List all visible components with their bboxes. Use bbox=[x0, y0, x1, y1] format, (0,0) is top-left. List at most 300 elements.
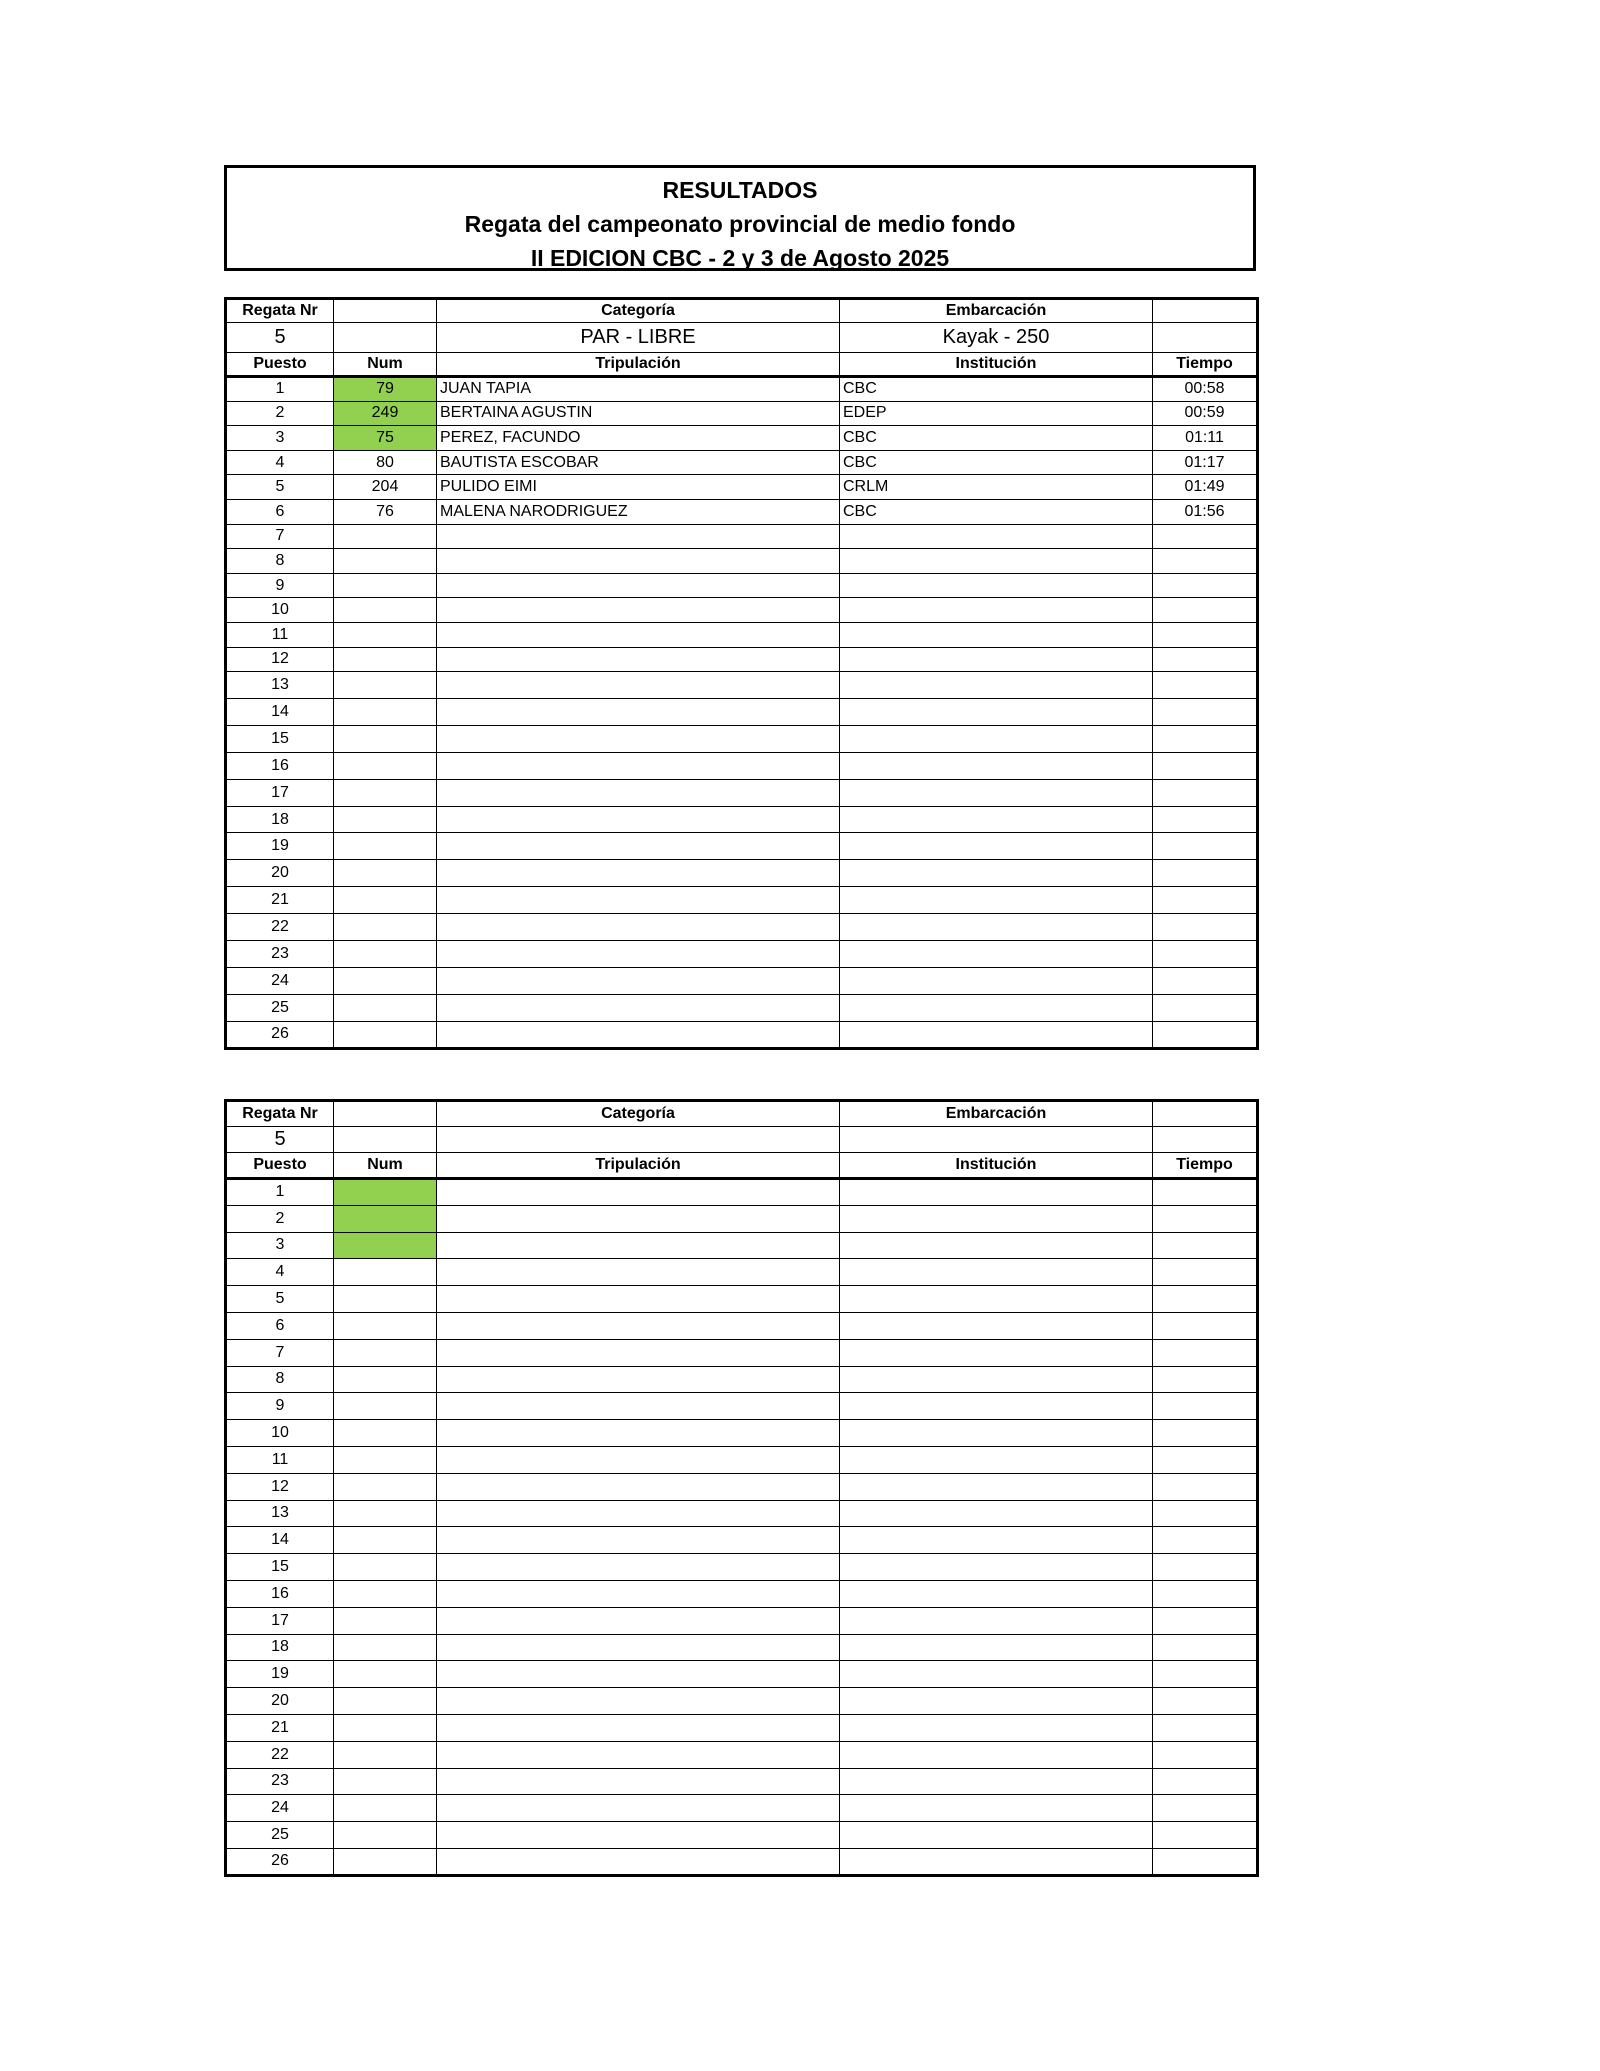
puesto-cell: 7 bbox=[226, 1339, 334, 1366]
puesto-cell: 21 bbox=[226, 1714, 334, 1741]
categoria-label: Categoría bbox=[437, 299, 840, 323]
num-cell bbox=[334, 1607, 437, 1634]
puesto-cell: 25 bbox=[226, 1822, 334, 1849]
num-cell bbox=[334, 860, 437, 887]
puesto-cell: 18 bbox=[226, 1634, 334, 1661]
institucion-cell bbox=[840, 1607, 1153, 1634]
header-blank-cell bbox=[1153, 299, 1258, 323]
table-row bbox=[226, 1205, 1258, 1232]
header-blank-cell bbox=[334, 1101, 437, 1127]
table-row bbox=[226, 1634, 1258, 1661]
tiempo-column-header: Tiempo bbox=[1153, 1153, 1258, 1179]
institucion-cell bbox=[840, 1286, 1153, 1313]
table-row bbox=[226, 1420, 1258, 1447]
institucion-cell bbox=[840, 699, 1153, 726]
table-row bbox=[226, 1741, 1258, 1768]
tiempo-cell bbox=[1153, 549, 1258, 574]
table-row bbox=[226, 806, 1258, 833]
institucion-cell: CRLM bbox=[840, 475, 1153, 500]
puesto-cell: 22 bbox=[226, 914, 334, 941]
table-row bbox=[226, 1446, 1258, 1473]
tripulacion-cell bbox=[437, 1021, 840, 1048]
tiempo-cell bbox=[1153, 941, 1258, 968]
puesto-cell: 19 bbox=[226, 1661, 334, 1688]
puesto-cell: 21 bbox=[226, 887, 334, 914]
tripulacion-cell bbox=[437, 1554, 840, 1581]
tiempo-cell bbox=[1153, 914, 1258, 941]
puesto-cell: 13 bbox=[226, 672, 334, 699]
puesto-cell: 10 bbox=[226, 598, 334, 623]
tiempo-cell: 01:49 bbox=[1153, 475, 1258, 500]
tiempo-cell bbox=[1153, 647, 1258, 672]
num-cell bbox=[334, 725, 437, 752]
categoria-value: PAR - LIBRE bbox=[437, 323, 840, 353]
puesto-cell: 4 bbox=[226, 1259, 334, 1286]
table-row bbox=[226, 1795, 1258, 1822]
tiempo-cell bbox=[1153, 672, 1258, 699]
puesto-column-header: Puesto bbox=[226, 1153, 334, 1179]
tripulacion-cell bbox=[437, 1795, 840, 1822]
tripulacion-cell bbox=[437, 1661, 840, 1688]
num-cell bbox=[334, 1527, 437, 1554]
table-row bbox=[226, 598, 1258, 623]
tripulacion-cell bbox=[437, 598, 840, 623]
institucion-cell bbox=[840, 1393, 1153, 1420]
institucion-cell bbox=[840, 549, 1153, 574]
institucion-cell bbox=[840, 779, 1153, 806]
institucion-cell bbox=[840, 1420, 1153, 1447]
puesto-cell: 6 bbox=[226, 499, 334, 524]
institucion-cell bbox=[840, 1795, 1153, 1822]
num-column-header: Num bbox=[334, 1153, 437, 1179]
tripulacion-cell bbox=[437, 833, 840, 860]
institucion-cell: CBC bbox=[840, 377, 1153, 402]
institucion-cell bbox=[840, 914, 1153, 941]
tripulacion-cell bbox=[437, 1259, 840, 1286]
tripulacion-cell: BAUTISTA ESCOBAR bbox=[437, 450, 840, 475]
table-row bbox=[226, 1554, 1258, 1581]
institucion-cell bbox=[840, 1848, 1153, 1875]
tiempo-cell bbox=[1153, 779, 1258, 806]
tiempo-cell: 01:56 bbox=[1153, 499, 1258, 524]
tripulacion-cell bbox=[437, 1848, 840, 1875]
tiempo-cell bbox=[1153, 1527, 1258, 1554]
tripulacion-cell bbox=[437, 1822, 840, 1849]
tiempo-column-header: Tiempo bbox=[1153, 353, 1258, 377]
institucion-cell bbox=[840, 1661, 1153, 1688]
tiempo-cell bbox=[1153, 1714, 1258, 1741]
table-row bbox=[226, 1714, 1258, 1741]
puesto-cell: 2 bbox=[226, 401, 334, 426]
num-cell: 79 bbox=[334, 377, 437, 402]
table-row bbox=[226, 1580, 1258, 1607]
tiempo-cell bbox=[1153, 1500, 1258, 1527]
institucion-cell bbox=[840, 1768, 1153, 1795]
table-row bbox=[226, 1500, 1258, 1527]
num-cell bbox=[334, 967, 437, 994]
tripulacion-column-header: Tripulación bbox=[437, 353, 840, 377]
institucion-cell bbox=[840, 1312, 1153, 1339]
tripulacion-cell bbox=[437, 994, 840, 1021]
num-cell bbox=[334, 1205, 437, 1232]
value-blank-cell bbox=[334, 323, 437, 353]
tiempo-cell bbox=[1153, 1179, 1258, 1206]
puesto-cell: 12 bbox=[226, 647, 334, 672]
tripulacion-column-header: Tripulación bbox=[437, 1153, 840, 1179]
regata-nr-value: 5 bbox=[226, 323, 334, 353]
institucion-cell bbox=[840, 725, 1153, 752]
institucion-cell: CBC bbox=[840, 499, 1153, 524]
num-cell: 249 bbox=[334, 401, 437, 426]
institucion-column-header: Institución bbox=[840, 353, 1153, 377]
tripulacion-cell bbox=[437, 1634, 840, 1661]
tripulacion-cell bbox=[437, 1607, 840, 1634]
tiempo-cell bbox=[1153, 1205, 1258, 1232]
tiempo-cell bbox=[1153, 1312, 1258, 1339]
tripulacion-cell bbox=[437, 887, 840, 914]
puesto-cell: 16 bbox=[226, 752, 334, 779]
table-row bbox=[226, 1179, 1258, 1206]
embarcacion-value bbox=[840, 1127, 1153, 1153]
tripulacion-cell bbox=[437, 573, 840, 598]
tiempo-cell bbox=[1153, 860, 1258, 887]
tripulacion-cell bbox=[437, 967, 840, 994]
table-row bbox=[226, 647, 1258, 672]
puesto-cell: 25 bbox=[226, 994, 334, 1021]
num-cell bbox=[334, 1822, 437, 1849]
tiempo-cell: 00:59 bbox=[1153, 401, 1258, 426]
table-row bbox=[226, 833, 1258, 860]
institucion-cell bbox=[840, 573, 1153, 598]
num-cell bbox=[334, 1366, 437, 1393]
puesto-cell: 7 bbox=[226, 524, 334, 549]
table-row bbox=[226, 752, 1258, 779]
value-blank-cell bbox=[334, 1127, 437, 1153]
tripulacion-cell bbox=[437, 1366, 840, 1393]
categoria-value bbox=[437, 1127, 840, 1153]
tiempo-cell bbox=[1153, 1420, 1258, 1447]
puesto-cell: 8 bbox=[226, 549, 334, 574]
institucion-cell bbox=[840, 1205, 1153, 1232]
table-row bbox=[226, 377, 1258, 402]
tripulacion-cell bbox=[437, 1768, 840, 1795]
tripulacion-cell bbox=[437, 941, 840, 968]
num-cell bbox=[334, 1580, 437, 1607]
tripulacion-cell bbox=[437, 1286, 840, 1313]
puesto-cell: 26 bbox=[226, 1848, 334, 1875]
num-cell bbox=[334, 1473, 437, 1500]
puesto-cell: 3 bbox=[226, 1232, 334, 1259]
table-row bbox=[226, 779, 1258, 806]
tiempo-cell bbox=[1153, 1688, 1258, 1715]
num-cell: 204 bbox=[334, 475, 437, 500]
num-cell bbox=[334, 1179, 437, 1206]
puesto-cell: 13 bbox=[226, 1500, 334, 1527]
tripulacion-cell bbox=[437, 1527, 840, 1554]
num-cell bbox=[334, 1312, 437, 1339]
table-row bbox=[226, 1768, 1258, 1795]
institucion-cell: CBC bbox=[840, 426, 1153, 451]
tiempo-cell bbox=[1153, 598, 1258, 623]
num-cell bbox=[334, 524, 437, 549]
puesto-cell: 5 bbox=[226, 475, 334, 500]
tripulacion-cell bbox=[437, 1420, 840, 1447]
institucion-cell bbox=[840, 1473, 1153, 1500]
puesto-cell: 20 bbox=[226, 860, 334, 887]
tiempo-cell bbox=[1153, 1473, 1258, 1500]
tiempo-cell bbox=[1153, 622, 1258, 647]
num-cell bbox=[334, 914, 437, 941]
institucion-cell bbox=[840, 1339, 1153, 1366]
tripulacion-cell bbox=[437, 752, 840, 779]
num-cell bbox=[334, 1500, 437, 1527]
tiempo-cell bbox=[1153, 524, 1258, 549]
tripulacion-cell bbox=[437, 524, 840, 549]
tiempo-cell bbox=[1153, 573, 1258, 598]
puesto-cell: 2 bbox=[226, 1205, 334, 1232]
tiempo-cell: 01:17 bbox=[1153, 450, 1258, 475]
tripulacion-cell bbox=[437, 914, 840, 941]
puesto-cell: 15 bbox=[226, 1554, 334, 1581]
tiempo-cell bbox=[1153, 1021, 1258, 1048]
table-row bbox=[226, 1366, 1258, 1393]
num-cell bbox=[334, 672, 437, 699]
table-row bbox=[226, 699, 1258, 726]
num-cell bbox=[334, 941, 437, 968]
tripulacion-cell bbox=[437, 1179, 840, 1206]
num-column-header: Num bbox=[334, 353, 437, 377]
tripulacion-cell: PULIDO EIMI bbox=[437, 475, 840, 500]
puesto-cell: 20 bbox=[226, 1688, 334, 1715]
regata-nr-label: Regata Nr bbox=[226, 299, 334, 323]
num-cell bbox=[334, 752, 437, 779]
tiempo-cell bbox=[1153, 1580, 1258, 1607]
institucion-cell bbox=[840, 1714, 1153, 1741]
puesto-cell: 17 bbox=[226, 1607, 334, 1634]
table-row bbox=[226, 1848, 1258, 1875]
institucion-cell: EDEP bbox=[840, 401, 1153, 426]
tiempo-cell bbox=[1153, 1232, 1258, 1259]
num-cell bbox=[334, 1393, 437, 1420]
num-cell bbox=[334, 887, 437, 914]
table-row bbox=[226, 672, 1258, 699]
puesto-cell: 23 bbox=[226, 941, 334, 968]
tiempo-cell bbox=[1153, 752, 1258, 779]
edition-line: II EDICION CBC - 2 y 3 de Agosto 2025 bbox=[530, 245, 950, 271]
tripulacion-cell: PEREZ, FACUNDO bbox=[437, 426, 840, 451]
tripulacion-cell bbox=[437, 1205, 840, 1232]
tiempo-cell: 00:58 bbox=[1153, 377, 1258, 402]
tripulacion-cell: MALENA NARODRIGUEZ bbox=[437, 499, 840, 524]
table-row bbox=[226, 1021, 1258, 1048]
tripulacion-cell bbox=[437, 779, 840, 806]
tripulacion-cell: JUAN TAPIA bbox=[437, 377, 840, 402]
num-cell bbox=[334, 1848, 437, 1875]
num-cell bbox=[334, 1714, 437, 1741]
institucion-cell bbox=[840, 1741, 1153, 1768]
tiempo-cell bbox=[1153, 1259, 1258, 1286]
institucion-cell bbox=[840, 622, 1153, 647]
page-subtitle: Regata del campeonato provincial de medio fondo bbox=[464, 211, 1016, 237]
num-cell bbox=[334, 1232, 437, 1259]
num-cell bbox=[334, 1339, 437, 1366]
tripulacion-cell bbox=[437, 1312, 840, 1339]
tiempo-cell bbox=[1153, 1634, 1258, 1661]
table-row bbox=[226, 1688, 1258, 1715]
institucion-cell bbox=[840, 752, 1153, 779]
puesto-cell: 15 bbox=[226, 725, 334, 752]
table-row bbox=[226, 1607, 1258, 1634]
num-cell bbox=[334, 573, 437, 598]
institucion-cell bbox=[840, 1366, 1153, 1393]
institucion-cell bbox=[840, 941, 1153, 968]
puesto-cell: 1 bbox=[226, 377, 334, 402]
num-cell bbox=[334, 1768, 437, 1795]
table-row bbox=[226, 725, 1258, 752]
num-cell bbox=[334, 1021, 437, 1048]
tripulacion-cell bbox=[437, 699, 840, 726]
tiempo-cell bbox=[1153, 887, 1258, 914]
table-row bbox=[226, 622, 1258, 647]
table-row bbox=[226, 1393, 1258, 1420]
tiempo-cell bbox=[1153, 1607, 1258, 1634]
num-cell bbox=[334, 1286, 437, 1313]
puesto-cell: 11 bbox=[226, 622, 334, 647]
header-blank-cell bbox=[334, 299, 437, 323]
table-row bbox=[226, 860, 1258, 887]
tiempo-cell: 01:11 bbox=[1153, 426, 1258, 451]
num-cell bbox=[334, 1741, 437, 1768]
tripulacion-cell bbox=[437, 1714, 840, 1741]
table-row bbox=[226, 401, 1258, 426]
tiempo-cell bbox=[1153, 699, 1258, 726]
puesto-cell: 12 bbox=[226, 1473, 334, 1500]
tripulacion-cell bbox=[437, 806, 840, 833]
embarcacion-label: Embarcación bbox=[840, 1101, 1153, 1127]
institucion-cell bbox=[840, 1259, 1153, 1286]
num-cell bbox=[334, 806, 437, 833]
tiempo-cell bbox=[1153, 1554, 1258, 1581]
institucion-cell bbox=[840, 1500, 1153, 1527]
num-cell bbox=[334, 1446, 437, 1473]
table-row bbox=[226, 475, 1258, 500]
table-row bbox=[226, 1286, 1258, 1313]
institucion-column-header: Institución bbox=[840, 1153, 1153, 1179]
num-cell bbox=[334, 622, 437, 647]
table-row bbox=[226, 914, 1258, 941]
num-cell: 76 bbox=[334, 499, 437, 524]
num-cell bbox=[334, 1688, 437, 1715]
tripulacion-cell bbox=[437, 1500, 840, 1527]
tiempo-cell bbox=[1153, 1661, 1258, 1688]
num-cell bbox=[334, 549, 437, 574]
tripulacion-cell bbox=[437, 1688, 840, 1715]
institucion-cell bbox=[840, 524, 1153, 549]
puesto-cell: 9 bbox=[226, 573, 334, 598]
table-row bbox=[226, 1822, 1258, 1849]
table-row bbox=[226, 1232, 1258, 1259]
institucion-cell bbox=[840, 1179, 1153, 1206]
puesto-cell: 1 bbox=[226, 1179, 334, 1206]
table-row bbox=[226, 1661, 1258, 1688]
num-cell bbox=[334, 994, 437, 1021]
puesto-cell: 22 bbox=[226, 1741, 334, 1768]
table-row bbox=[226, 573, 1258, 598]
tripulacion-cell bbox=[437, 647, 840, 672]
table-row bbox=[226, 1473, 1258, 1500]
num-cell bbox=[334, 1259, 437, 1286]
regata-nr-value: 5 bbox=[226, 1127, 334, 1153]
tiempo-cell bbox=[1153, 1286, 1258, 1313]
puesto-cell: 10 bbox=[226, 1420, 334, 1447]
embarcacion-label: Embarcación bbox=[840, 299, 1153, 323]
tripulacion-cell bbox=[437, 1339, 840, 1366]
table-row bbox=[226, 549, 1258, 574]
tiempo-cell bbox=[1153, 1741, 1258, 1768]
tiempo-cell bbox=[1153, 1768, 1258, 1795]
table-row bbox=[226, 1312, 1258, 1339]
tiempo-cell bbox=[1153, 1822, 1258, 1849]
num-cell bbox=[334, 1661, 437, 1688]
puesto-cell: 14 bbox=[226, 699, 334, 726]
puesto-cell: 26 bbox=[226, 1021, 334, 1048]
table-row bbox=[226, 1527, 1258, 1554]
tripulacion-cell bbox=[437, 1741, 840, 1768]
puesto-cell: 24 bbox=[226, 967, 334, 994]
institucion-cell bbox=[840, 1634, 1153, 1661]
results-table-1 bbox=[224, 297, 1259, 1050]
num-cell: 80 bbox=[334, 450, 437, 475]
institucion-cell bbox=[840, 672, 1153, 699]
tripulacion-cell bbox=[437, 1473, 840, 1500]
tripulacion-cell bbox=[437, 549, 840, 574]
page-title: RESULTADOS bbox=[662, 177, 818, 203]
institucion-cell bbox=[840, 1527, 1153, 1554]
tripulacion-cell bbox=[437, 860, 840, 887]
num-cell bbox=[334, 1554, 437, 1581]
tripulacion-cell bbox=[437, 725, 840, 752]
tiempo-cell bbox=[1153, 967, 1258, 994]
institucion-cell: CBC bbox=[840, 450, 1153, 475]
num-cell: 75 bbox=[334, 426, 437, 451]
num-cell bbox=[334, 1634, 437, 1661]
table-row bbox=[226, 450, 1258, 475]
puesto-cell: 17 bbox=[226, 779, 334, 806]
table-row bbox=[226, 524, 1258, 549]
table-row bbox=[226, 1339, 1258, 1366]
table-row bbox=[226, 994, 1258, 1021]
table-row bbox=[226, 967, 1258, 994]
institucion-cell bbox=[840, 1580, 1153, 1607]
table-row bbox=[226, 941, 1258, 968]
tiempo-cell bbox=[1153, 806, 1258, 833]
num-cell bbox=[334, 1795, 437, 1822]
puesto-cell: 19 bbox=[226, 833, 334, 860]
categoria-label: Categoría bbox=[437, 1101, 840, 1127]
tripulacion-cell: BERTAINA AGUSTIN bbox=[437, 401, 840, 426]
regata-nr-label: Regata Nr bbox=[226, 1101, 334, 1127]
puesto-column-header: Puesto bbox=[226, 353, 334, 377]
institucion-cell bbox=[840, 1232, 1153, 1259]
puesto-cell: 14 bbox=[226, 1527, 334, 1554]
table-row bbox=[226, 426, 1258, 451]
puesto-cell: 18 bbox=[226, 806, 334, 833]
tiempo-cell bbox=[1153, 1446, 1258, 1473]
puesto-cell: 4 bbox=[226, 450, 334, 475]
institucion-cell bbox=[840, 1822, 1153, 1849]
tiempo-cell bbox=[1153, 1393, 1258, 1420]
puesto-cell: 9 bbox=[226, 1393, 334, 1420]
